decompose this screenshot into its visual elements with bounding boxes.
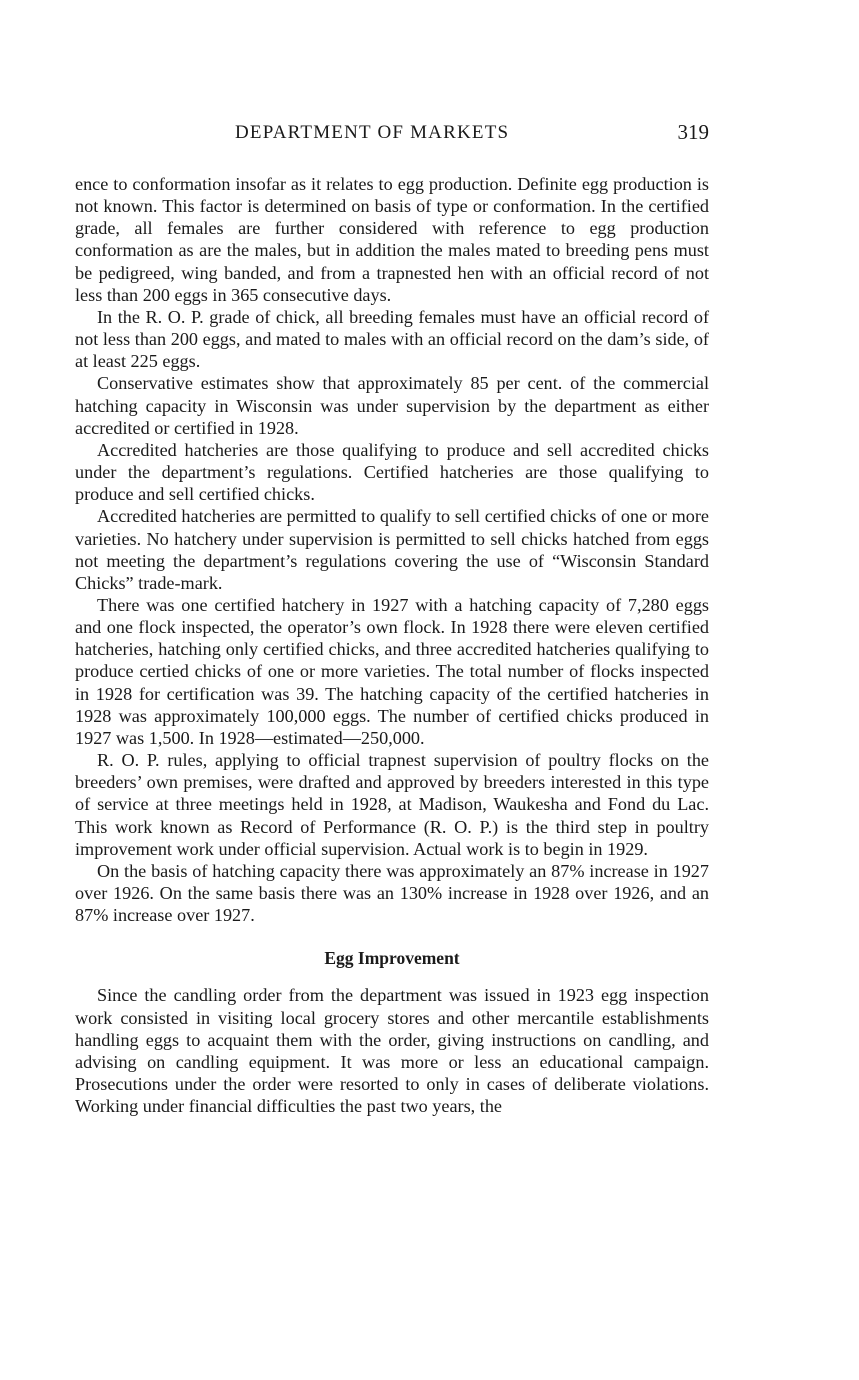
section-heading-egg-improvement: Egg Improvement	[324, 948, 460, 969]
paragraph-rop-rules: R. O. P. rules, applying to official trapnest supervision of poultry flocks on the breeders’ own premises, were drafted and approved by breeders interested in this type of service at three meetings held in 1928, at Madison, Waukesha and Fond du Lac. This work known as Record of Performance (R. O. P.) is the third step in poultry improvement work under official supervision. Actual work is to begin in 1929.	[75, 750, 709, 859]
body-text	[75, 173, 709, 1117]
paragraph-capacity-increase: On the basis of hatching capacity there was approximately an 87% increase in 1927 over 1926. On the same basis there was an 130% increase in 1928 over 1926, and an 87% increase over 1927.	[75, 860, 709, 926]
paragraph-egg-improvement: Since the candling order from the department was issued in 1923 egg inspection work consisted in visiting local grocery stores and other mercantile establishments handling eggs to acquaint them with the order, giving instructions on candling, and advising on candling equipment. It was more or less an educational campaign. Prosecutions under the order were resorted to only in cases of deliberate violations. Working under financial difficulties the past two years, the	[75, 985, 709, 1117]
paragraph-hatching-estimates: Conservative estimates show that approximately 85 per cent. of the commercial hatching capacity in Wisconsin was under supervision by the department as either accredited or certified in 1928.	[75, 373, 709, 438]
running-head	[75, 122, 709, 148]
paragraph-continuation: ence to conformation insofar as it relates to egg production. Definite egg production is not known. This factor is determined on basis of type or conformation. In the certified grade, all females are further considered with reference to egg production conformation as are the males, but in addition the males mated to breeding pens must be pedigreed, wing banded, and from a trapnested hen with an official record of not less than 200 eggs in 365 consecutive days.	[75, 174, 709, 305]
running-title: DEPARTMENT OF MARKETS	[235, 122, 510, 143]
paragraph-certified-hatcheries: There was one certified hatchery in 1927 with a hatching capacity of 7,280 eggs and one flock inspected, the operator’s own flock. In 1928 there were eleven certified hatcheries, hatching only certified chicks, and three accredited hatcheries qualifying to produce certied chicks of one or more varieties. The total number of flocks inspected in 1928 for certification was 39. The hatching capacity of the certified hatcheries in 1928 was approximately 100,000 eggs. The number of certified chicks produced in 1927 was 1,500. In 1928—estimated—250,000.	[75, 594, 709, 748]
paragraph-accredited-definition: Accredited hatcheries are those qualifying to produce and sell accredited chicks under the department’s regulations. Certified hatcheries are those qualifying to produce and sell certified chicks.	[75, 439, 709, 505]
paragraph-rop-grade: In the R. O. P. grade of chick, all breeding females must have an official record of not less than 200 eggs, and mated to males with an official record on the dam’s side, of at least 225 eggs.	[75, 306, 709, 372]
paragraph-accredited-permissions: Accredited hatcheries are permitted to qualify to sell certified chicks of one or more varieties. No hatchery under supervision is permitted to sell chicks hatched from eggs not meeting the department’s regulations covering the use of “Wisconsin Standard Chicks” trade-mark.	[75, 506, 709, 593]
page-number: 319	[677, 120, 709, 144]
